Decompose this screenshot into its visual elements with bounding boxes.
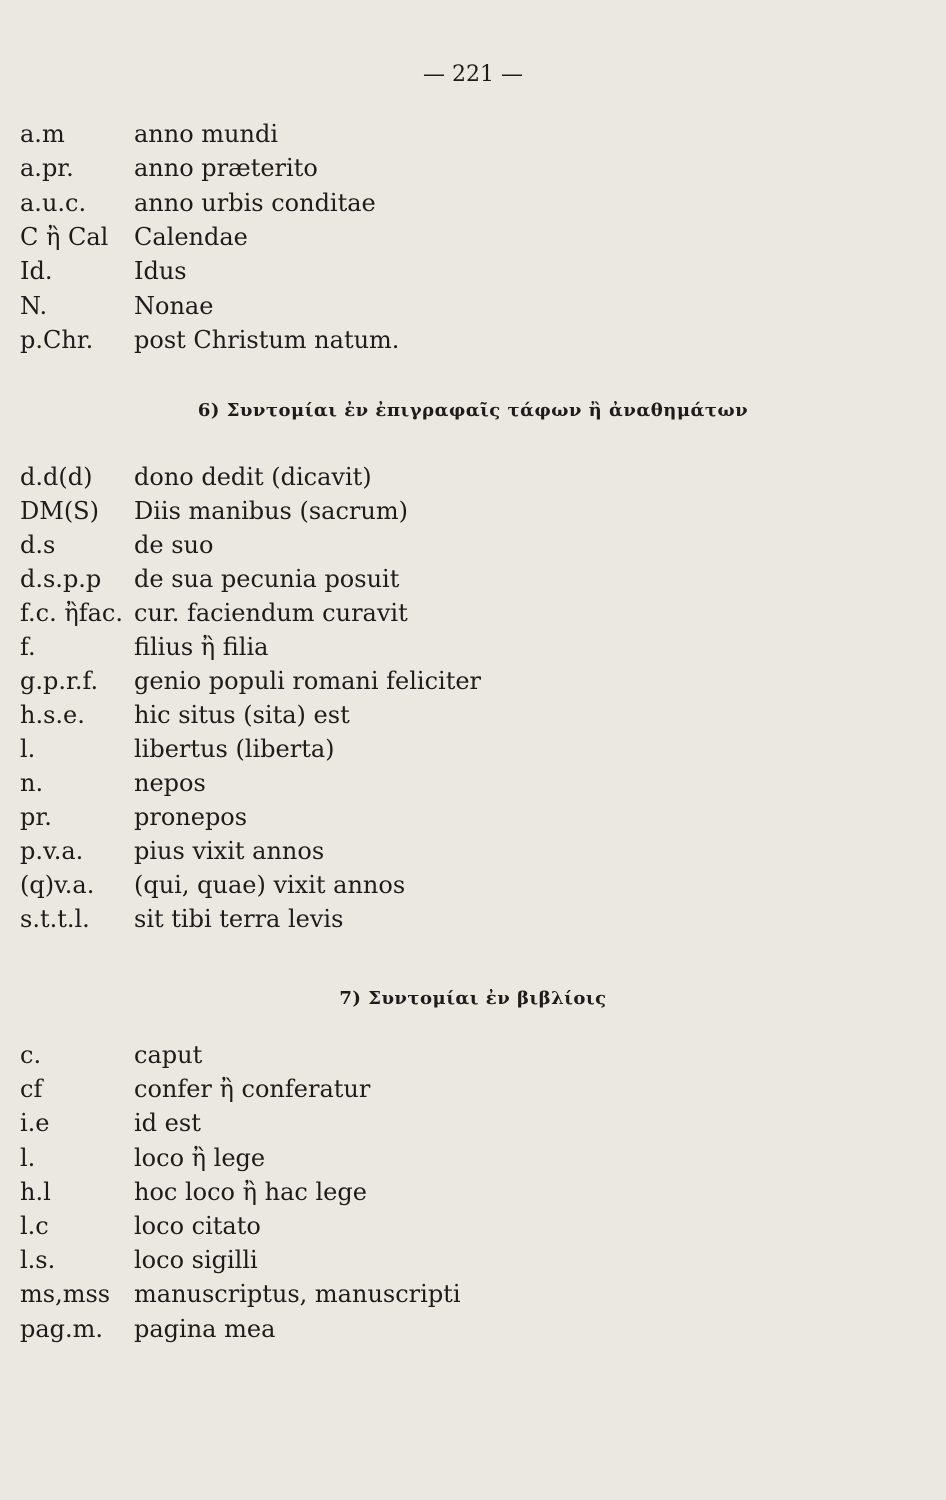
- abbreviation-meaning: loco ἢ lege: [134, 1143, 266, 1172]
- abbreviation: d.s: [20, 531, 56, 559]
- abbreviation: d.s.p.p: [20, 565, 102, 593]
- abbreviation: N.: [20, 291, 48, 320]
- section-heading-books: 7) Συντομίαι ἐν βιβλίοις: [339, 988, 607, 1009]
- abbreviation: p.v.a.: [20, 837, 84, 865]
- abbreviation: l.: [20, 1143, 36, 1172]
- abbreviation: l.c: [20, 1212, 49, 1240]
- abbreviation: C ἢ Cal: [20, 222, 109, 251]
- abbreviation-meaning: cur. faciendum curavit: [134, 599, 408, 627]
- abbreviation: l.s.: [20, 1246, 56, 1275]
- abbreviation: a.pr.: [20, 154, 74, 183]
- abbreviation-meaning: Nonae: [134, 291, 214, 320]
- abbreviation-meaning: de suo: [134, 531, 214, 559]
- abbreviation: f.: [20, 633, 36, 661]
- abbreviation: s.t.t.l.: [20, 905, 90, 933]
- abbreviation-meaning: filius ἢ filia: [134, 633, 269, 661]
- abbreviation-meaning: loco citato: [134, 1212, 261, 1240]
- abbreviation-meaning: (qui, quae) vixit annos: [134, 871, 406, 899]
- abbreviation: pag.m.: [20, 1314, 104, 1343]
- abbreviation-meaning: pius vixit annos: [134, 837, 325, 865]
- abbreviation: a.u.c.: [20, 188, 87, 217]
- abbreviation: i.e: [20, 1109, 50, 1138]
- abbreviation: a.m: [20, 120, 65, 148]
- abbreviation: Id.: [20, 257, 53, 286]
- abbreviation-meaning: anno urbis conditae: [134, 188, 376, 217]
- abbreviation-meaning: manuscriptus, manuscripti: [134, 1280, 461, 1309]
- abbreviation-meaning: loco sigilli: [134, 1246, 258, 1275]
- abbreviation-meaning: genio populi romani feliciter: [134, 667, 482, 695]
- abbreviation: h.s.e.: [20, 701, 85, 729]
- page-number: — 221 —: [423, 62, 523, 87]
- abbreviation-meaning: nepos: [134, 769, 206, 797]
- abbreviation-meaning: sit tibi terra levis: [134, 905, 344, 933]
- abbreviation-meaning: dono dedit (dicavit): [134, 463, 372, 491]
- section-heading-inscriptions: 6) Συντομίαι ἐν ἐπιγραφαῖς τάφων ἢ ἀναθημάτων: [197, 400, 749, 421]
- abbreviation: f.c. ἢfac.: [20, 599, 123, 627]
- abbreviation: cf: [20, 1075, 43, 1104]
- abbreviation: p.Chr.: [20, 325, 94, 354]
- abbreviation-meaning: anno præterito: [134, 154, 318, 183]
- abbreviation-meaning: pagina mea: [134, 1314, 276, 1343]
- abbreviation-meaning: hoc loco ἢ hac lege: [134, 1177, 367, 1206]
- abbreviation-meaning: anno mundi: [134, 120, 279, 148]
- abbreviation-meaning: hic situs (sita) est: [134, 701, 350, 729]
- abbreviation: ms,mss: [20, 1280, 111, 1309]
- abbreviation-meaning: Calendae: [134, 222, 248, 251]
- abbreviation: g.p.r.f.: [20, 667, 99, 695]
- abbreviation: pr.: [20, 803, 52, 831]
- abbreviation-meaning: caput: [134, 1041, 203, 1069]
- abbreviation-meaning: id est: [134, 1109, 201, 1138]
- abbreviation-meaning: pronepos: [134, 803, 248, 831]
- abbreviation-meaning: de sua pecunia posuit: [134, 565, 400, 593]
- abbreviation-meaning: confer ἢ conferatur: [134, 1075, 371, 1104]
- abbreviation-meaning: Diis manibus (sacrum): [134, 497, 408, 525]
- abbreviation: h.l: [20, 1177, 51, 1206]
- abbreviation: l.: [20, 735, 36, 763]
- abbreviation: DM(S): [20, 497, 99, 525]
- abbreviation-meaning: post Christum natum.: [134, 325, 400, 354]
- abbreviation-meaning: Idus: [134, 257, 187, 286]
- abbreviation: (q)v.a.: [20, 871, 95, 899]
- abbreviation: n.: [20, 769, 44, 797]
- abbreviation: d.d(d): [20, 463, 93, 491]
- abbreviation-meaning: libertus (liberta): [134, 735, 335, 763]
- abbreviation: c.: [20, 1041, 42, 1069]
